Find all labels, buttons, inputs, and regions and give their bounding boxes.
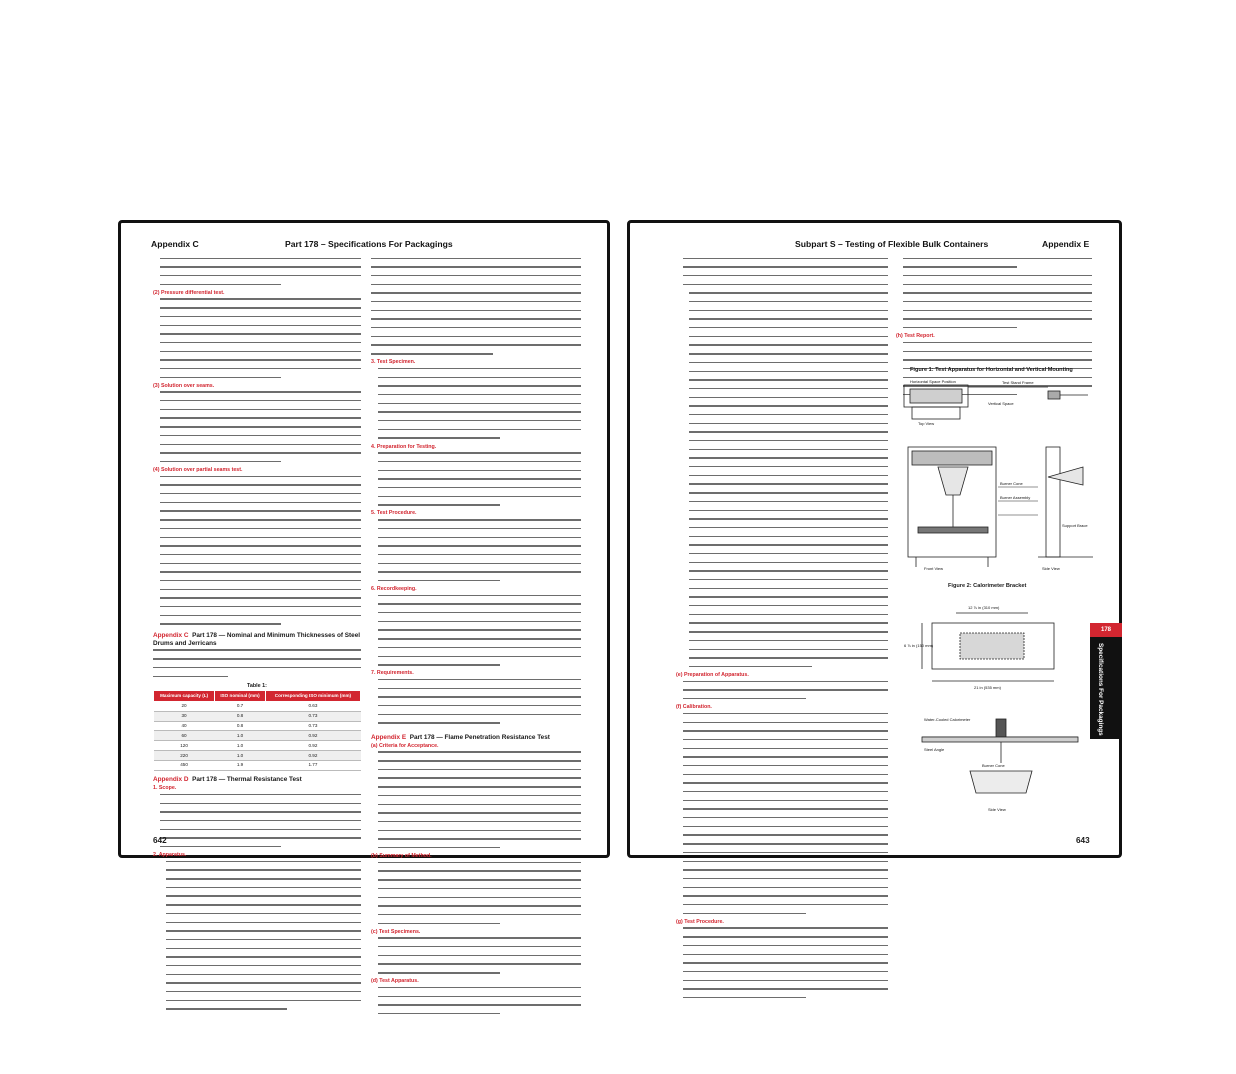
table-header: Corresponding ISO minimum (mm) xyxy=(265,690,360,701)
item-apparatus: 2. Apparatus. xyxy=(153,852,187,859)
table-row: 60 1.0 0.92 xyxy=(154,731,361,741)
left-page-column-2 xyxy=(371,255,581,1019)
item-criteria-acceptance: (a) Criteria for Acceptance. xyxy=(371,742,439,749)
appendix-c-heading: Appendix C Part 178 — Nominal and Minimum Thicknesses of Steel Drums and Jerricans xyxy=(153,632,361,647)
side-view-frame xyxy=(1046,447,1060,557)
right-header-title: Subpart S – Testing of Flexible Bulk Containers xyxy=(795,239,989,249)
label-side-view-2: Side View xyxy=(988,807,1006,812)
figure2-caption: Figure 2: Calorimeter Bracket xyxy=(948,583,1027,589)
appendix-e-heading: Appendix E Part 178 — Flame Penetration Resistance Test xyxy=(371,733,550,741)
item-test-specimen: 3. Test Specimen. xyxy=(371,359,416,366)
label-front-view: Front View xyxy=(924,566,944,571)
label-test-stand-frame: Test Stand Frame xyxy=(1002,380,1034,385)
label-burner-cone: Burner Cone xyxy=(1000,481,1023,486)
label-top-view: Top View xyxy=(918,421,935,426)
label-support-brace: Support Brace xyxy=(1062,523,1088,528)
item-scope: 1. Scope. xyxy=(153,785,177,792)
page-number-right: 643 xyxy=(1076,836,1090,845)
appendix-d-heading: Appendix D Part 178 — Thermal Resistance Test xyxy=(153,775,302,783)
table-row: 220 1.0 0.92 xyxy=(154,751,361,761)
calorimeter-block xyxy=(960,633,1024,659)
label-dim-left: 6 ⅞ in (150 mm) xyxy=(904,643,934,648)
item-solution-over-seams: (3) Solution over seams. xyxy=(153,382,215,389)
section-side-tab xyxy=(1090,623,1122,739)
right-header-appendix: Appendix E xyxy=(1042,239,1090,249)
left-page-642 xyxy=(118,220,610,985)
label-water-cooled: Water-Cooled Calorimeter xyxy=(924,717,971,722)
item-test-apparatus: (d) Test Apparatus. xyxy=(371,978,419,985)
item-summary-method: (b) Summary of Method. xyxy=(371,853,432,860)
item-preparation-testing: 4. Preparation for Testing. xyxy=(371,443,437,450)
table-row: 30 0.8 0.73 xyxy=(154,711,361,721)
table-row: 20 0.7 0.63 xyxy=(154,701,361,711)
item-calibration: (f) Calibration. xyxy=(676,704,712,711)
item-pressure-differential: (2) Pressure differential test. xyxy=(153,289,225,296)
calorimeter-side xyxy=(996,719,1006,737)
item-requirements: 7. Requirements. xyxy=(371,670,414,677)
iso-thickness-table xyxy=(153,690,361,771)
burner-cone-front xyxy=(938,467,968,495)
side-tab-label: Specifications For Packagings xyxy=(1097,643,1104,736)
item-test-specimens: (c) Test Specimens. xyxy=(371,928,421,935)
label-dim-top: 12 ⅞ in (310 mm) xyxy=(968,605,1000,610)
left-header-title: Part 178 – Specifications For Packagings xyxy=(285,239,453,249)
item-test-procedure-g: (g) Test Procedure. xyxy=(676,918,724,925)
figure1-caption: Figure 1: Test Apparatus for Horizontal and Vertical Mounting xyxy=(910,367,1073,373)
figure2-calorimeter-bracket-diagram xyxy=(902,593,1098,817)
item-test-procedure: 5. Test Procedure. xyxy=(371,510,417,517)
left-page-column-1 xyxy=(153,255,361,1015)
table-caption: Table 1: xyxy=(247,682,267,689)
right-page-643 xyxy=(627,220,1122,925)
side-tab-number: 178 xyxy=(1090,623,1122,637)
item-partial-seams: (4) Solution over partial seams test. xyxy=(153,467,243,473)
label-side-view: Side View xyxy=(1042,566,1060,571)
item-recordkeeping: 6. Recordkeeping. xyxy=(371,586,417,593)
figure1-test-apparatus-diagram xyxy=(898,377,1098,573)
table-row: 40 0.8 0.73 xyxy=(154,721,361,731)
burner-cone-side xyxy=(970,771,1032,793)
page-number-left: 642 xyxy=(153,836,167,845)
table-header: Maximum capacity (L) xyxy=(154,690,215,701)
table-row: 120 1.0 0.92 xyxy=(154,741,361,751)
left-header-appendix: Appendix C xyxy=(151,239,199,249)
item-test-report: (h) Test Report. xyxy=(896,333,935,340)
table-row: 450 1.9 1.77 xyxy=(154,761,361,771)
label-burner-cone-2: Burner Cone xyxy=(982,763,1005,768)
right-page-column-1 xyxy=(676,255,888,1003)
label-horizontal-space: Horizontal Space Position xyxy=(910,379,956,384)
label-vertical-space: Vertical Space xyxy=(988,401,1014,406)
label-burner-assembly: Burner Assembly xyxy=(1000,495,1031,500)
item-preparation-apparatus: (e) Preparation of Apparatus. xyxy=(676,672,749,678)
label-steel-angle: Steel Angle xyxy=(924,747,945,752)
top-view-specimen xyxy=(910,389,962,403)
label-dim-bottom: 21 in (535 mm) xyxy=(974,685,1001,690)
table-header: ISO nominal (mm) xyxy=(215,690,266,701)
